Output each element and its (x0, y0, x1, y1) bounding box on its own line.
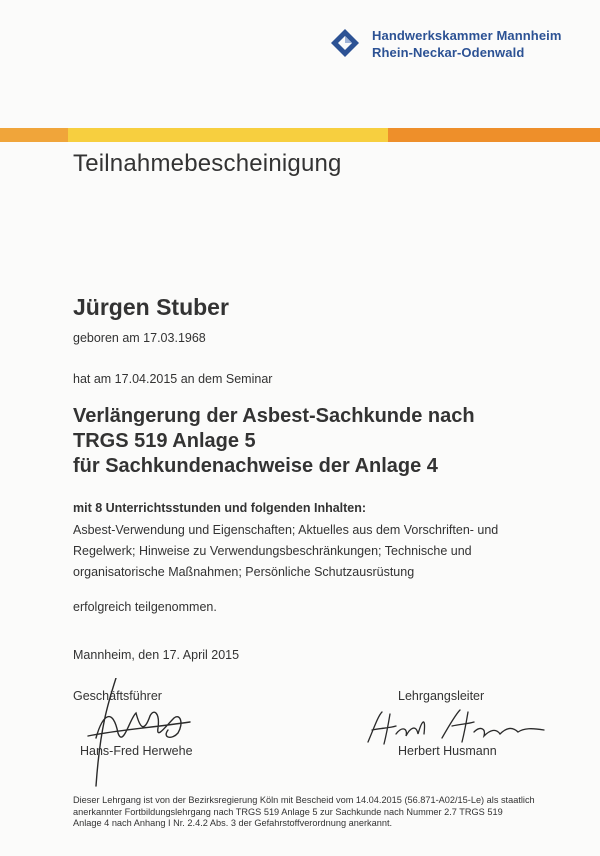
seminar-contents (73, 520, 498, 583)
participant-name: Jürgen Stuber (73, 294, 229, 320)
seminar-title (73, 404, 475, 479)
contents-line: organisatorische Maßnahmen; Persönliche Schutzausrüstung (73, 565, 415, 579)
band-segment-orange (0, 128, 68, 142)
band-segment-dark-orange (388, 128, 600, 142)
left-signer-name: Hans-Fred Herwehe (80, 744, 193, 758)
accreditation-note (73, 795, 535, 830)
color-band (0, 128, 600, 142)
signature-left (78, 678, 198, 788)
org-line-1: Handwerkskammer Mannheim (372, 28, 562, 43)
hwk-logo-icon (330, 28, 360, 58)
seminar-title-line: Verlängerung der Asbest-Sachkunde nach (73, 405, 475, 427)
org-line-2: Rhein-Neckar-Odenwald (372, 45, 525, 60)
signature-right (360, 708, 550, 748)
document-title: Teilnahmebescheinigung (73, 150, 342, 177)
seminar-title-line: TRGS 519 Anlage 5 (73, 430, 256, 452)
band-segment-yellow (68, 128, 388, 142)
left-signer-role: Geschäftsführer (73, 689, 162, 703)
organization-name (372, 27, 562, 61)
birth-date: geboren am 17.03.1968 (73, 331, 206, 345)
right-signer-name: Herbert Husmann (398, 744, 497, 758)
footer-line: Dieser Lehrgang ist von der Bezirksregierung Köln mit Bescheid vom 14.04.2015 (56.871-A02/15-Le) als staatlich (73, 795, 535, 805)
seminar-intro: hat am 17.04.2015 an dem Seminar (73, 372, 273, 386)
footer-line: anerkannter Fortbildungslehrgang nach TRGS 519 Anlage 5 zur Sachkunde nach Nummer 2.7 TRGS 519 (73, 806, 503, 817)
hours-heading: mit 8 Unterrichtsstunden und folgenden Inhalten: (73, 501, 367, 515)
place-date: Mannheim, den 17. April 2015 (73, 648, 240, 662)
contents-line: Asbest-Verwendung und Eigenschaften; Aktuelles aus dem Vorschriften- und (73, 523, 499, 537)
seminar-title-line: für Sachkundenachweise der Anlage 4 (73, 455, 438, 477)
right-signer-role: Lehrgangsleiter (398, 689, 485, 703)
contents-line: Regelwerk; Hinweise zu Verwendungsbeschränkungen; Technische und (73, 544, 472, 558)
completion-statement: erfolgreich teilgenommen. (73, 600, 217, 614)
footer-line: Anlage 4 nach Anhang I Nr. 2.4.2 Abs. 3 der Gefahrstoffverordnung anerkannt. (73, 818, 393, 828)
